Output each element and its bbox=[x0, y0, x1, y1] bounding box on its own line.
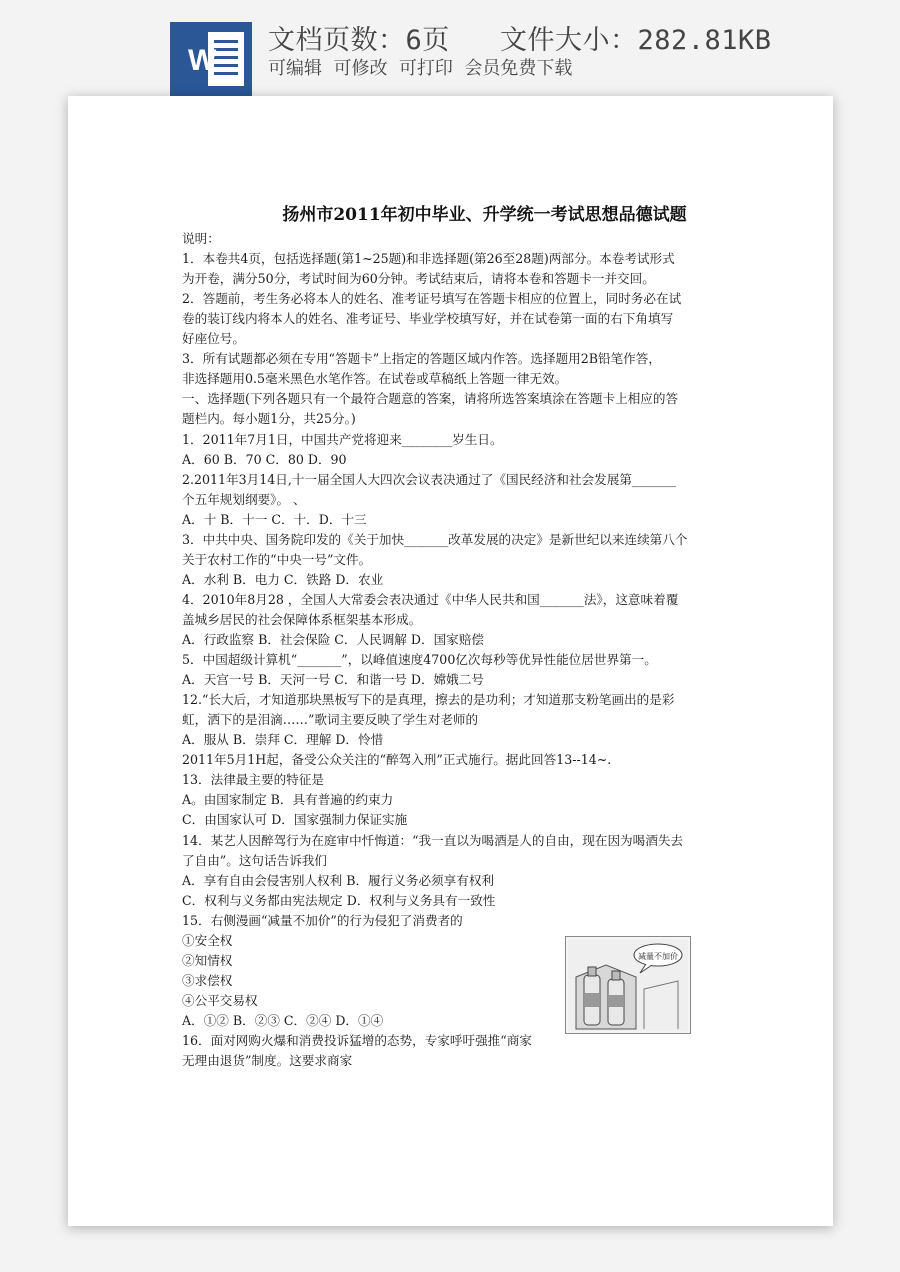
text-line: 15．右侧漫画“减量不加价”的行为侵犯了消费者的 bbox=[182, 912, 463, 928]
text-line: 非选择题用0.5毫米黑色水笔作答。在试卷或草稿纸上答题一律无效。 bbox=[182, 371, 568, 387]
text-line: A．水利 B．电力 C．铁路 D．农业 bbox=[182, 571, 384, 587]
text-line: 12.“长大后，才知道那块黑板写下的是真理，擦去的是功利；才知道那支粉笔画出的是彩 bbox=[182, 692, 675, 708]
text-line: C．由国家认可 D．国家强制力保证实施 bbox=[182, 812, 408, 828]
text-line: 2．答题前，考生务必将本人的姓名、准考证号填写在答题卡相应的位置上，同时务必在试 bbox=[182, 291, 682, 307]
svg-text:W: W bbox=[188, 44, 217, 77]
text-line: 3．所有试题都必须在专用“答题卡”上指定的答题区域内作答。选择题用2B铅笔作答， bbox=[182, 351, 661, 367]
text-line: 4．2010年8月28 ，全国人大常委会表决通过《中华人民共和国_______法》，这意味着覆 bbox=[182, 591, 679, 607]
text-line: 一、选择题(下列各题只有一个最符合题意的答案，请将所选答案填涂在答题卡上相应的答 bbox=[182, 391, 679, 407]
text-line: 好座位号。 bbox=[182, 331, 245, 347]
text-line: 5．中国超级计算机“_______”，以峰值速度4700亿次每秒等优异性能位居世界第一。 bbox=[182, 652, 657, 668]
cartoon-image bbox=[565, 936, 691, 1034]
text-line: ①安全权 bbox=[182, 932, 233, 948]
text-line: A。由国家制定 B．具有普遍的约束力 bbox=[182, 792, 394, 808]
text-line: 2.2011年3月14日,十一届全国人大四次会议表决通过了《国民经济和社会发展第_______ bbox=[182, 471, 676, 487]
text-line: 了自由”。这句话告诉我们 bbox=[182, 852, 327, 868]
text-line: A．享有自由会侵害别人权利 B．履行义务必须享有权利 bbox=[182, 872, 495, 888]
svg-text:减量不加价: 减量不加价 bbox=[638, 952, 678, 961]
text-line: 14．某艺人因醉驾行为在庭审中忏悔道：“我一直以为喝酒是人的自由，现在因为喝酒失去 bbox=[182, 832, 684, 848]
text-line: 为开卷，满分50分，考试时间为60分钟。考试结束后，请将本卷和答题卡一并交回。 bbox=[182, 271, 655, 287]
text-line: 虹，洒下的是泪滴……”歌词主要反映了学生对老师的 bbox=[182, 712, 479, 728]
file-features: 可编辑 可修改 可打印 会员免费下载 bbox=[268, 58, 573, 79]
document-page bbox=[68, 96, 833, 1226]
text-line: 说明： bbox=[182, 231, 220, 246]
text-line: A．60 B．70 C．80 D．90 bbox=[182, 451, 347, 467]
text-line: 2011年5月1H起，备受公众关注的“醉驾入刑”正式施行。据此回答13--14~. bbox=[182, 752, 612, 768]
text-line: C．权利与义务都由宪法规定 D．权利与义务具有一致性 bbox=[182, 892, 496, 908]
document-title: 扬州市2011年初中毕业、升学统一考试思想品德试题 bbox=[282, 205, 687, 225]
text-line: ②知情权 bbox=[182, 952, 233, 968]
word-document-icon bbox=[170, 22, 252, 96]
text-line: 1．2011年7月1日，中国共产党将迎来________岁生日。 bbox=[182, 431, 503, 447]
text-line: A．十 B．十一 C．十．D．十三 bbox=[182, 511, 367, 527]
text-line: A．服从 B．崇拜 C．理解 D．怜惜 bbox=[182, 732, 384, 748]
download-banner bbox=[0, 0, 900, 96]
text-line: ④公平交易权 bbox=[182, 992, 258, 1008]
file-info: 文档页数：6页 文件大小：282.81KB bbox=[268, 25, 772, 56]
text-line: ③求偿权 bbox=[182, 972, 233, 988]
text-line: 盖城乡居民的社会保障体系框架基本形成。 bbox=[182, 611, 422, 627]
text-line: A．①② B．②③ C．②④ D．①④ bbox=[182, 1012, 384, 1028]
text-line: 无理由退货”制度。这要求商家 bbox=[182, 1053, 353, 1069]
text-line: A．行政监察 B．社会保险 C．人民调解 D．国家赔偿 bbox=[182, 632, 484, 647]
text-line: A．天宫一号 B．天河一号 C．和谐一号 D．嫦娥二号 bbox=[182, 672, 484, 688]
text-line: 关于农村工作的“中央一号”文件。 bbox=[182, 551, 372, 567]
text-line: 题栏内。每小题1分，共25分。) bbox=[182, 411, 356, 427]
text-line: 3．中共中央、国务院印发的《关于加快_______改革发展的决定》是新世纪以来连续第八个 bbox=[182, 531, 688, 547]
text-line: 13．法律最主要的特征是 bbox=[182, 772, 324, 788]
text-line: 卷的装订线内将本人的姓名、准考证号、毕业学校填写好，并在试卷第一面的右下角填写 bbox=[182, 311, 674, 327]
text-line: 1．本卷共4页，包括选择题(第1~25题)和非选择题(第26至28题)两部分。本卷考试形式 bbox=[182, 251, 675, 267]
text-line: 个五年规划纲要》。 、 bbox=[182, 491, 306, 507]
text-line: 16．面对网购火爆和消费投诉猛增的态势，专家呼吁强推“商家 bbox=[182, 1033, 532, 1048]
